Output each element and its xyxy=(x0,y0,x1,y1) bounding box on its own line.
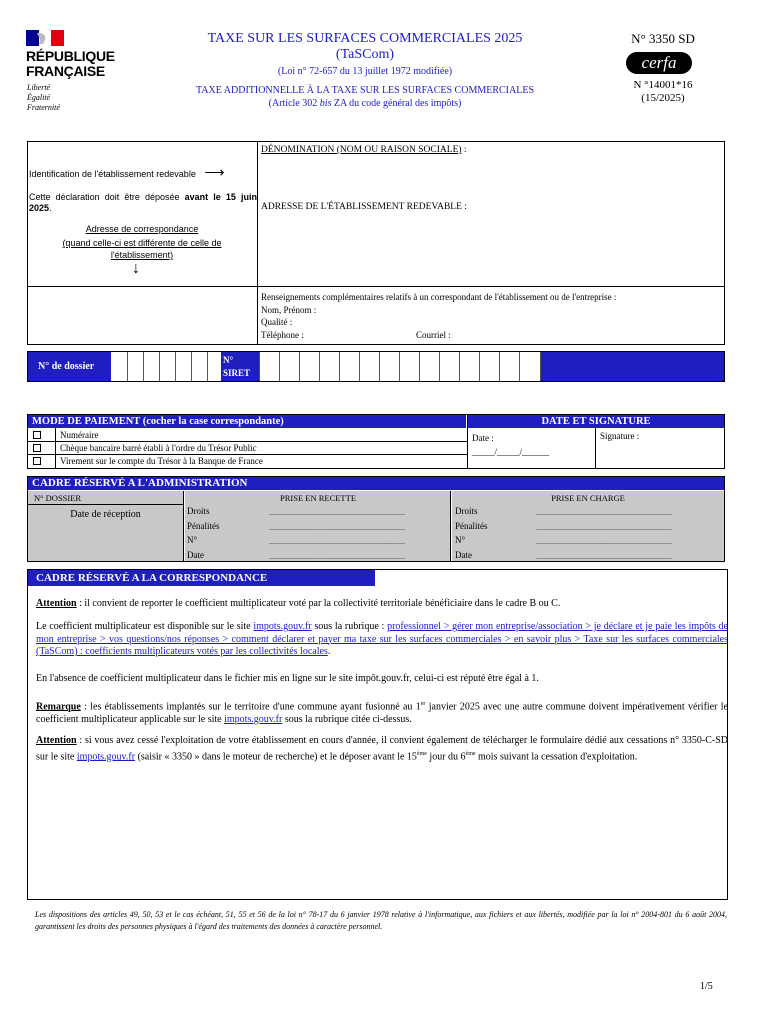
reception-date-label: Date de réception xyxy=(70,509,141,520)
marianne-logo xyxy=(26,30,64,46)
checkbox-cheque[interactable] xyxy=(33,444,41,452)
payment-option-transfer[interactable]: Virement sur le compte du Trésor à la Banque de France xyxy=(28,455,467,468)
republic-motto: Liberté Égalité Fraternité xyxy=(27,83,60,112)
impots-link-remark[interactable]: impots.gouv.fr xyxy=(224,713,283,725)
dossier-siret-row xyxy=(27,351,725,382)
siret-number-cells[interactable] xyxy=(259,352,541,382)
denomination-input[interactable] xyxy=(260,158,722,196)
legal-notice: Les dispositions des articles 49, 50, 53 et le cas échéant, 51, 55 et 56 de la loi n° 78-17 du 6 janvier 1978 relative à l'informatique, aux fichiers et aux libertés, modifiée par la loi n° 2004-801 du 6 août 2004, garantissent les droits des personnes physiques à l'égard des traitements des données à caractère personnel. xyxy=(35,910,727,931)
cerfa-number: N °14001*16 xyxy=(633,79,693,91)
date-signature-title: DATE ET SIGNATURE xyxy=(468,415,724,428)
impots-link[interactable]: impots.gouv.fr xyxy=(253,621,312,632)
deadline-notice: Cette déclaration doit être déposée avant le 15 juin 2025. xyxy=(29,192,257,213)
attention-paragraph: Attention : il convient de reporter le coefficient multiplicateur voté par la collectivité territoriale bénéficiaire dans le cadre B ou C. xyxy=(36,598,561,609)
complementary-divider xyxy=(257,286,258,345)
form-title: TAXE SUR LES SURFACES COMMERCIALES 2025 xyxy=(207,31,523,46)
republic-name: RÉPUBLIQUE FRANÇAISE xyxy=(26,48,115,79)
payment-date-divider xyxy=(467,414,468,469)
siret-label: N° SIRET xyxy=(221,352,259,382)
cerfa-logo xyxy=(626,52,692,74)
admin-title: CADRE RÉSERVÉ A L'ADMINISTRATION xyxy=(28,477,724,490)
complementary-info: Renseignements complémentaires relatifs à un correspondant de l'établissement ou de l'entreprise : Nom, Prénom : Qualité : Téléphone : Courriel : xyxy=(261,292,617,340)
correspondence-address-input[interactable] xyxy=(29,289,255,343)
contact-phone-label: Téléphone : Courriel : xyxy=(261,329,451,340)
cessation-paragraph: Attention : si vous avez cessé l'exploitation de votre établissement en cours d'année, il convient également de télécharger le formulaire dédié aux cessations n° 3350-C-SD sur le site impots.gouv.fr (saisir « 3350 » dans le moteur de recherche) et le déposer avant le 15ème jour du 6ème mois suivant la cessation d'exploitation. xyxy=(36,735,728,762)
coefficient-paragraph: Le coefficient multiplicateur est disponible sur le site impots.gouv.fr sous la rubrique : professionnel > gérer mon entreprise/association > je déclare et je paie les impôts de mon entreprise > vos questions/nos réponses > comment déclarer et payer ma taxe sur les surfaces commerciales > en savoir plus > Taxe sur les surfaces commerciales (TaSCom) : coefficients multiplicateurs votés par les collectivités locales. xyxy=(36,621,728,657)
law-reference: (Loi n° 72-657 du 13 juillet 1972 modifiée) xyxy=(277,66,453,77)
admin-dossier-label: N° DOSSIER xyxy=(34,493,82,503)
correspondence-address-note: (quand celle-ci est différente de celle de l'établissement) xyxy=(62,238,222,260)
right-arrow-icon: ⟶ xyxy=(204,164,225,180)
signature-field[interactable]: Signature : xyxy=(600,431,640,441)
contact-name-label: Nom, Prénom : xyxy=(261,304,317,315)
down-arrow-icon: ↓ xyxy=(132,260,140,277)
date-field[interactable]: Date : _____/_____/______ xyxy=(472,433,550,457)
absence-paragraph: En l'absence de coefficient multiplicateur dans le fichier mis en ligne sur le site impôt.gouv.fr, celui-ci est réputé être égal à 1. xyxy=(36,673,539,684)
impots-link-cessation[interactable]: impots.gouv.fr xyxy=(76,750,136,762)
prise-charge-section: PRISE EN CHARGE Droits Pénalités N° Date ________________________________ ________________________________ ________________________________ ________________________________ xyxy=(452,491,724,561)
cerfa-date: (15/2025) xyxy=(641,92,685,104)
additional-tax-title: TAXE ADDITIONNELLE À LA TAXE SUR LES SURFACES COMMERCIALES xyxy=(195,85,535,96)
form-number: N° 3350 SD xyxy=(631,31,695,46)
identification-label: Identification de l'établissement redevable ⟶ xyxy=(29,164,225,180)
date-signature-divider xyxy=(595,428,596,469)
contact-quality-label: Qualité : xyxy=(261,317,293,327)
checkbox-cash[interactable] xyxy=(33,431,41,439)
dossier-label: N° de dossier xyxy=(28,352,111,382)
prise-recette-section: PRISE EN RECETTE Droits Pénalités N° Date ________________________________ ________________________________ ________________________________ ________________________________ xyxy=(185,491,451,561)
payment-option-cash[interactable]: Numéraire xyxy=(28,429,467,442)
page-number: 1/5 xyxy=(700,981,713,992)
remark-paragraph: Remarque : les établissements implantés sur le territoire d'une commune ayant fusionné au 1er janvier 2025 avec une autre commune doivent impérativement vérifier le coefficient multiplicateur applicable sur le site impots.gouv.fr sous la rubrique citée ci-dessus. xyxy=(36,701,728,725)
establishment-address-label: ADRESSE DE L'ÉTABLISSEMENT REDEVABLE : xyxy=(261,202,467,212)
rubrique-path-link[interactable]: professionnel > gérer mon entreprise/association > je déclare et je paie les impôts de mon entreprise > vos questions/nos réponses > comment déclarer et payer ma taxe sur les surfaces commerciales > en savoir plus > Taxe sur les surfaces commerciales (TaSCom) : coefficients multiplicateurs votés par les collectivités locales xyxy=(36,621,728,657)
establishment-address-input[interactable] xyxy=(260,215,722,283)
article-reference: (Article 302 bis ZA du code général des impôts) xyxy=(268,98,462,109)
siret-filler xyxy=(541,352,725,382)
dossier-number-cells[interactable] xyxy=(111,352,221,382)
correspondence-title: CADRE RÉSERVÉ A LA CORRESPONDANCE xyxy=(28,570,375,586)
identification-divider xyxy=(27,286,725,287)
denomination-label: DÉNOMINATION (NOM OU RAISON SOCIALE) : xyxy=(261,145,467,155)
checkbox-transfer[interactable] xyxy=(33,457,41,465)
cerfa-label: cerfa xyxy=(641,53,677,72)
payment-title: MODE DE PAIEMENT (cocher la case correspondante) xyxy=(28,415,466,428)
admin-dossier-separator xyxy=(28,504,183,505)
admin-dossier-cell xyxy=(28,491,184,561)
correspondence-address-title: Adresse de correspondance xyxy=(85,224,199,234)
denomination-divider xyxy=(257,141,258,286)
payment-option-cheque[interactable]: Chèque bancaire barré établi à l'ordre du Trésor Public xyxy=(28,442,467,455)
form-subtitle: (TaSCom) xyxy=(335,47,395,62)
